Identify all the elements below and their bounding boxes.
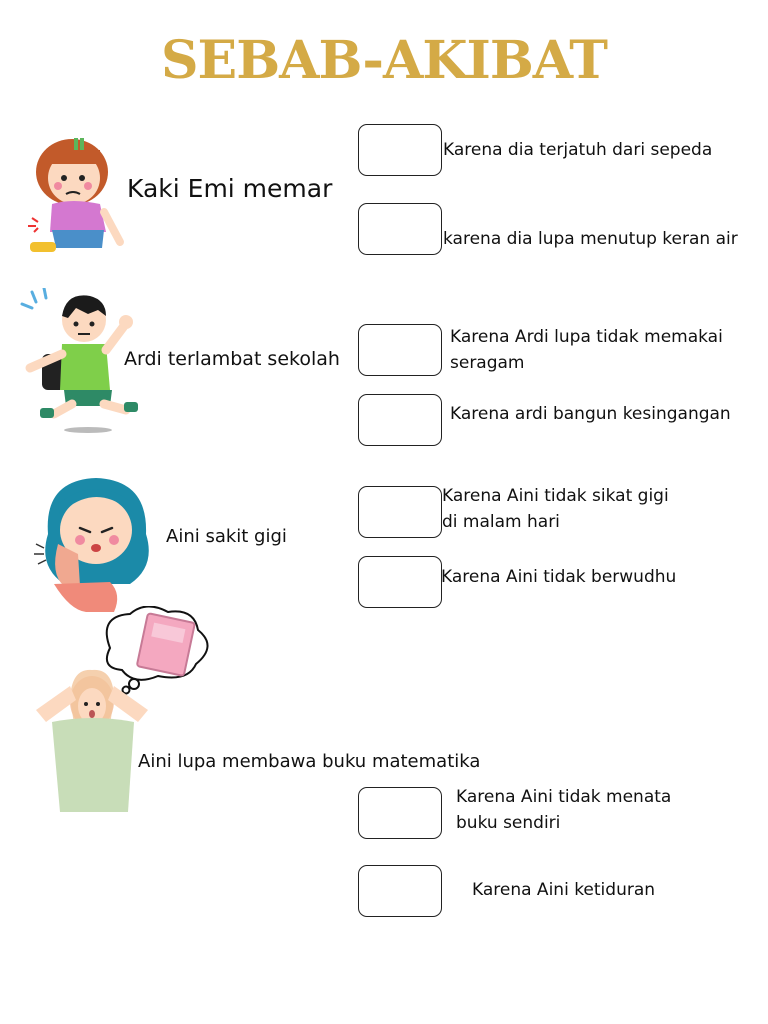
- cause-text: Karena Ardi lupa tidak memakai seragam: [450, 327, 723, 373]
- cause-text: Karena Aini tidak menata buku sendiri: [456, 787, 672, 833]
- girl-bruised-knee-illustration: [22, 120, 130, 260]
- answer-box[interactable]: [358, 556, 442, 608]
- answer-box[interactable]: [358, 124, 442, 176]
- answer-box[interactable]: [358, 203, 442, 255]
- page-title: SEBAB-AKIBAT: [161, 30, 607, 91]
- cause-text: Karena Aini tidak berwudhu: [441, 567, 677, 587]
- girl-forgot-book-illustration: [26, 606, 216, 816]
- answer-box[interactable]: [358, 394, 442, 446]
- effect-text: Ardi terlambat sekolah: [124, 348, 340, 370]
- effect-text: Aini lupa membawa buku matematika: [138, 751, 481, 772]
- answer-box[interactable]: [358, 865, 442, 917]
- cause-text: Karena Aini ketiduran: [472, 880, 656, 900]
- cause-text: karena dia lupa menutup keran air: [443, 229, 738, 249]
- answer-box[interactable]: [358, 486, 442, 538]
- cause-text: Karena Aini tidak sikat gigi di malam hari: [442, 486, 669, 532]
- answer-box[interactable]: [358, 787, 442, 839]
- cause-text: Karena dia terjatuh dari sepeda: [443, 140, 713, 160]
- girl-toothache-illustration: [30, 474, 160, 616]
- cause-text: Karena ardi bangun kesingangan: [450, 404, 731, 424]
- answer-box[interactable]: [358, 324, 442, 376]
- effect-text: Kaki Emi memar: [127, 174, 333, 203]
- effect-text: Aini sakit gigi: [166, 526, 287, 547]
